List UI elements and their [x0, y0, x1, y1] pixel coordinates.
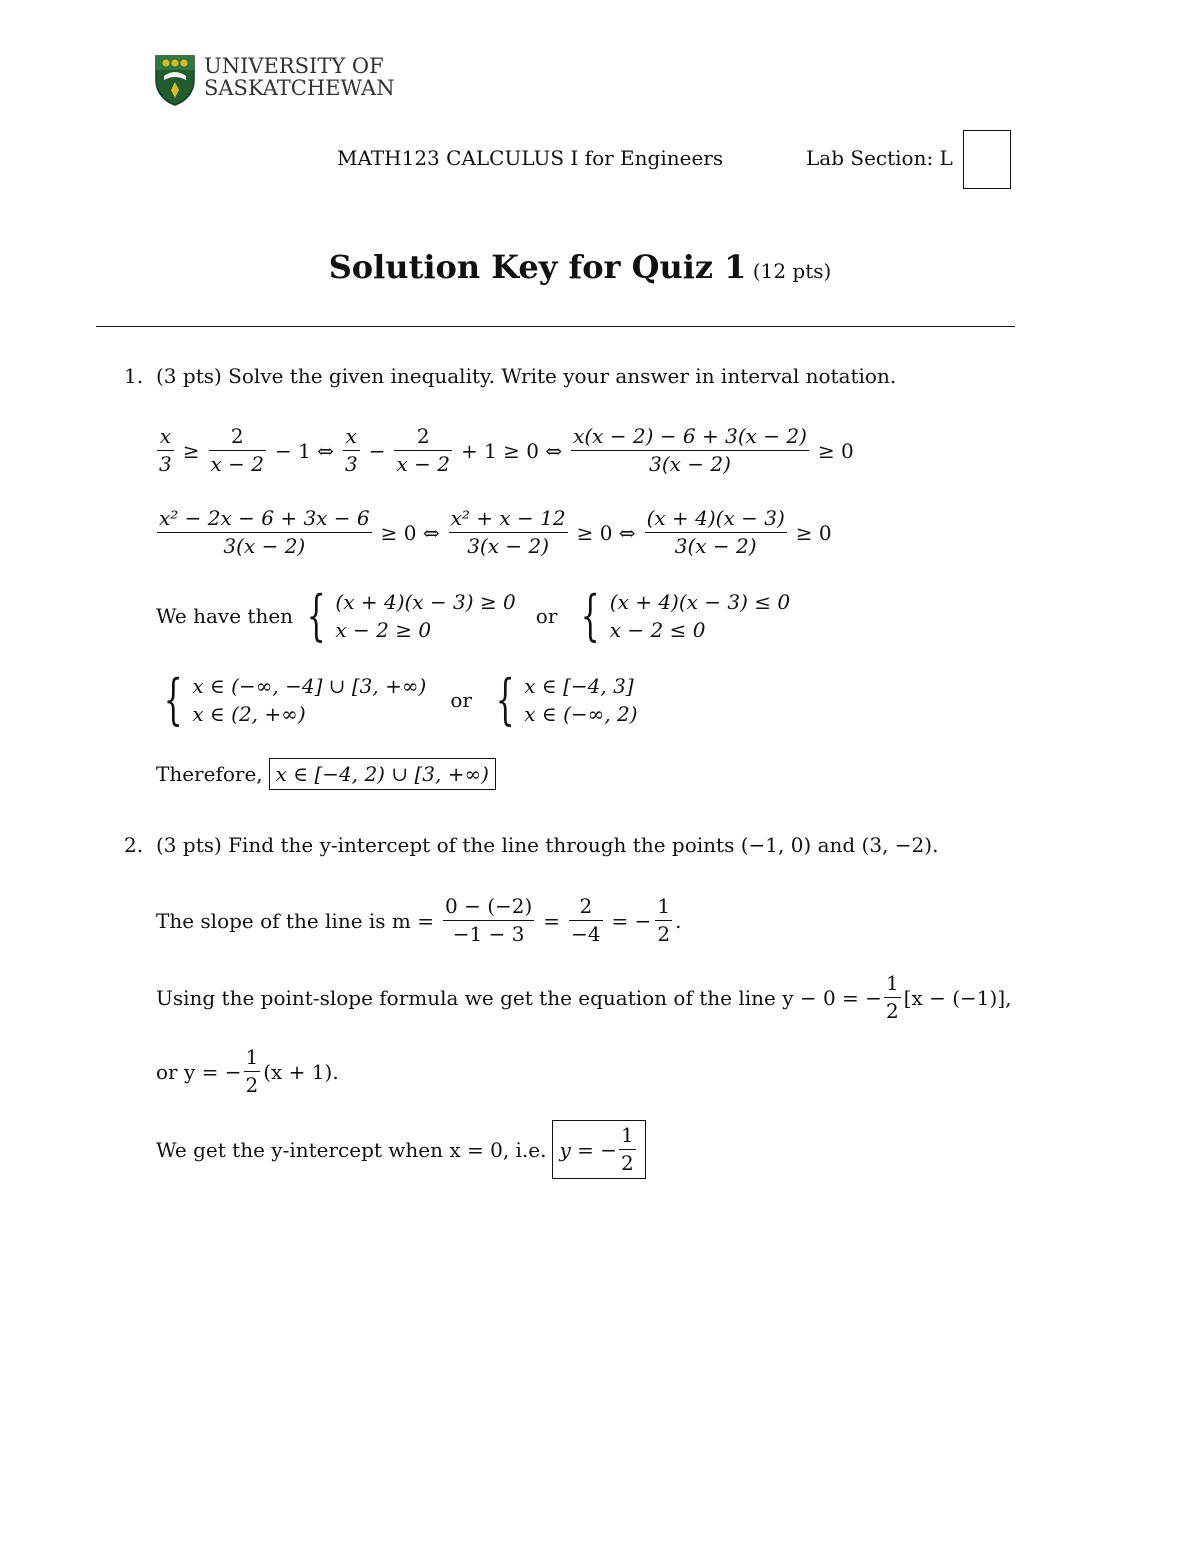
left-brace: {: [581, 584, 601, 647]
denominator: 3(x − 2): [223, 534, 306, 558]
system-3: [192, 672, 426, 728]
course-title: MATH123 CALCULUS I for Engineers: [337, 146, 724, 170]
numerator: 1: [244, 1046, 261, 1072]
numerator: 1: [619, 1124, 636, 1150]
operator: −: [368, 438, 386, 463]
denominator: 3(x − 2): [674, 534, 757, 558]
operator: ≥: [182, 438, 200, 463]
numerator: (x + 4)(x − 3): [645, 507, 787, 533]
denominator: 3(x − 2): [467, 534, 550, 558]
operator: ≥ 0: [795, 520, 832, 545]
operator: + 1 ≥ 0 ⇔: [460, 438, 563, 463]
q1-prompt: (3 pts) Solve the given inequality. Write your answer in interval notation.: [156, 364, 897, 388]
left-brace: {: [495, 668, 515, 731]
numerator: 1: [655, 895, 672, 921]
system-row: x ∈ (−∞, −4] ∪ [3, +∞): [192, 674, 427, 698]
numerator: 1: [884, 972, 901, 998]
or-tail: (x + 1).: [263, 1059, 339, 1084]
title-rule: [96, 326, 1015, 327]
university-name-line2: SASKATCHEWAN: [204, 76, 395, 100]
frac: [569, 895, 602, 946]
denominator: x − 2: [210, 452, 264, 476]
q1-systems-line1: [156, 584, 791, 647]
q1-equation-line2: [154, 507, 832, 558]
system-row: x ∈ (−∞, 2): [524, 702, 638, 726]
q1-systems-line2: [156, 668, 638, 731]
university-logo: [154, 54, 196, 111]
numerator: 2: [569, 895, 602, 921]
title-points: (12 pts): [752, 259, 832, 283]
frac: [394, 425, 451, 476]
system-row: x − 2 ≤ 0: [609, 618, 706, 642]
q2-or-line: [156, 1046, 339, 1097]
q2-prompt: (3 pts) Find the y-intercept of the line through the points (−1, 0) and (3, −2).: [156, 833, 939, 857]
frac: [443, 895, 534, 946]
q2-slope-line: [156, 895, 682, 946]
denominator: 2: [657, 922, 671, 946]
lab-section-label: Lab Section: L: [806, 146, 953, 170]
intercept-text: We get the y-intercept when x = 0, i.e.: [156, 1137, 547, 1162]
denominator: 3: [344, 452, 358, 476]
denominator: 2: [245, 1073, 259, 1097]
system-2: [610, 588, 790, 644]
or-text: or: [535, 604, 558, 628]
denominator: −4: [571, 922, 601, 946]
frac: [571, 425, 809, 476]
frac: [619, 1124, 636, 1175]
q1-number: 1.: [124, 364, 144, 388]
numerator: 2: [394, 425, 451, 451]
numerator: x² − 2x − 6 + 3x − 6: [157, 507, 372, 533]
q2-point-slope-line: [156, 972, 1011, 1023]
university-name-line1: UNIVERSITY OF: [204, 54, 384, 78]
numerator: x(x − 2) − 6 + 3(x − 2): [571, 425, 809, 451]
left-brace: {: [163, 668, 183, 731]
frac: [157, 425, 174, 476]
denominator: 3(x − 2): [649, 452, 731, 476]
slope-text: The slope of the line is m =: [156, 908, 434, 933]
frac: [449, 507, 568, 558]
university-shield-icon: [154, 54, 196, 106]
numerator: 2: [209, 425, 266, 451]
operator: = −: [611, 908, 652, 933]
therefore-text: Therefore,: [156, 762, 263, 786]
operator: =: [543, 908, 561, 933]
title-main: Solution Key for Quiz 1: [328, 248, 747, 286]
page-title: [0, 248, 1160, 286]
system-row: x ∈ [−4, 3]: [524, 674, 634, 698]
operator: ≥ 0: [817, 438, 854, 463]
q1-equation-line1: [154, 425, 854, 476]
point-slope-tail: [x − (−1)],: [903, 985, 1012, 1010]
frac: [157, 507, 372, 558]
denominator: 2: [621, 1151, 634, 1175]
numerator: x: [343, 425, 360, 451]
lab-section-box[interactable]: [963, 130, 1011, 189]
numerator: x: [157, 425, 174, 451]
left-brace: {: [306, 584, 326, 647]
answer-prefix: y = −: [559, 1137, 618, 1162]
system-row: (x + 4)(x − 3) ≥ 0: [335, 590, 516, 614]
system-row: x − 2 ≥ 0: [335, 618, 432, 642]
denominator: 3: [159, 452, 172, 476]
point-slope-text: Using the point-slope formula we get the equation of the line y − 0 = −: [156, 985, 882, 1010]
system-row: (x + 4)(x − 3) ≤ 0: [609, 590, 791, 614]
operator: − 1 ⇔: [274, 438, 334, 463]
university-name: [204, 55, 395, 99]
frac: [209, 425, 266, 476]
frac: [645, 507, 787, 558]
denominator: x − 2: [396, 452, 450, 476]
q1-conclusion: [156, 758, 496, 790]
operator: ≥ 0 ⇔: [576, 520, 636, 545]
denominator: −1 − 3: [452, 922, 525, 946]
or-y-text: or y = −: [156, 1059, 242, 1084]
period: .: [675, 908, 682, 933]
frac: [244, 1046, 261, 1097]
q2-intercept-line: [156, 1120, 646, 1179]
q2-number: 2.: [124, 833, 144, 857]
system-1: [335, 588, 515, 644]
frac: [655, 895, 672, 946]
frac: [343, 425, 360, 476]
numerator: 0 − (−2): [443, 895, 534, 921]
q2-answer-box: [552, 1120, 645, 1179]
we-have-then: We have then: [156, 604, 294, 628]
system-row: x ∈ (2, +∞): [192, 702, 306, 726]
numerator: x² + x − 12: [449, 507, 568, 533]
or-text: or: [450, 688, 472, 712]
system-4: [524, 672, 637, 728]
denominator: 2: [885, 999, 899, 1023]
q1-answer-box: x ∈ [−4, 2) ∪ [3, +∞): [269, 758, 496, 790]
operator: ≥ 0 ⇔: [380, 520, 440, 545]
frac: [884, 972, 901, 1023]
